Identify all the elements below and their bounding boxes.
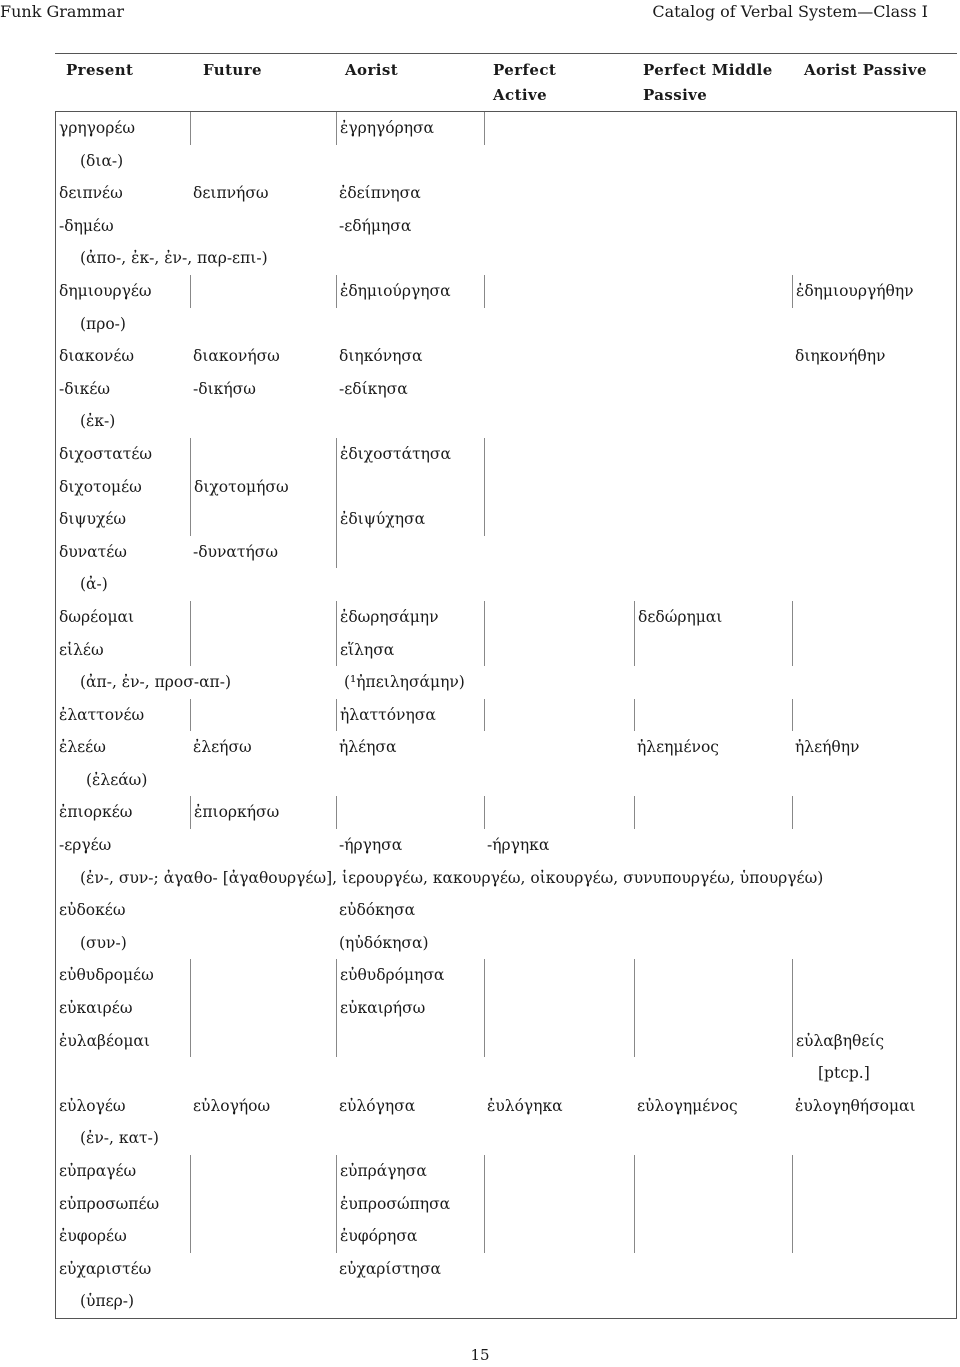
cell-perfect-active xyxy=(484,373,634,406)
cell-perfect-active xyxy=(484,177,634,210)
table-row xyxy=(56,1253,956,1286)
cell-aorist: ἠλαττόνησα xyxy=(336,699,484,732)
cell-aorist-passive xyxy=(792,634,958,667)
cell-perfect-middle-passive xyxy=(634,992,792,1025)
cell-aorist-passive xyxy=(792,1188,958,1221)
compound-note-row xyxy=(56,1285,956,1318)
cell-perfect-middle-passive xyxy=(634,894,792,927)
cell-aorist: ἐδωρησάμην xyxy=(336,601,484,634)
cell-aorist-passive xyxy=(792,894,958,927)
cell-present: εἱλέω xyxy=(59,640,104,659)
cell-future xyxy=(190,829,336,862)
cell-aorist-passive xyxy=(792,796,958,829)
cell-aorist: ἐυπροσώπησα xyxy=(336,1188,484,1221)
cell-future xyxy=(190,666,336,699)
cell-present: διχοτομέω xyxy=(59,477,142,496)
compound-note-row xyxy=(56,405,956,438)
table-row xyxy=(56,275,956,308)
cell-aorist: -εδίκησα xyxy=(339,379,408,398)
cell-aorist: ἐδιψύχησα xyxy=(336,503,484,536)
cell-perfect-active xyxy=(484,503,634,536)
cell-present: δημιουργέω xyxy=(59,281,152,300)
cell-aorist: ἐδείπνησα xyxy=(339,184,421,203)
cell-future xyxy=(190,1025,336,1058)
cell-perfect-active xyxy=(484,959,634,992)
cell-perfect-middle-passive xyxy=(634,340,792,373)
cell-perfect-active xyxy=(484,112,634,145)
cell-perfect-middle-passive xyxy=(634,1025,792,1058)
cell-aorist-passive xyxy=(792,471,958,504)
cell-perfect-middle-passive xyxy=(634,959,792,992)
cell-perfect-middle-passive xyxy=(634,536,792,569)
cell-present: (συν-) xyxy=(80,933,127,952)
compound-prefixes: (δια-) xyxy=(80,151,124,170)
cell-aorist xyxy=(336,536,484,569)
cell-aorist: διηκόνησα xyxy=(339,347,423,366)
cell-perfect-active: ἐυλόγηκα xyxy=(487,1096,563,1115)
cell-aorist: ἐδιχοστάτησα xyxy=(336,438,484,471)
cell-perfect-middle-passive xyxy=(634,210,792,243)
cell-aorist-passive xyxy=(792,601,958,634)
cell-future xyxy=(190,1253,336,1286)
cell-aorist: εὐδόκησα xyxy=(339,901,416,920)
cell-perfect-middle-passive xyxy=(634,796,792,829)
cell-aorist-passive xyxy=(792,699,958,732)
cell-perfect-middle-passive xyxy=(634,927,792,960)
cell-future: διχοτομήσω xyxy=(190,471,336,504)
cell-present: διακονέω xyxy=(59,347,134,366)
cell-present: δωρέομαι xyxy=(59,607,135,626)
cell-perfect-middle-passive xyxy=(634,1155,792,1188)
cell-perfect-active xyxy=(484,601,634,634)
cell-future: -δικήσω xyxy=(193,379,256,398)
cell-aorist: εὐκαιρήσω xyxy=(336,992,484,1025)
cell-perfect-middle-passive xyxy=(634,1188,792,1221)
cell-present: -εργέω xyxy=(59,836,112,855)
cell-present: ἐλαττονέω xyxy=(59,705,145,724)
cell-perfect-active xyxy=(484,275,634,308)
cell-future xyxy=(190,959,336,992)
table-header xyxy=(55,53,957,112)
column-header-aorist: Aorist xyxy=(345,61,399,79)
cell-perfect-middle-passive xyxy=(634,666,792,699)
cell-aorist-passive: διηκονήθην xyxy=(795,347,886,366)
cell-present: εὐλογέω xyxy=(59,1096,126,1115)
cell-present: ἐπιορκέω xyxy=(59,803,133,822)
cell-perfect-active xyxy=(484,1253,634,1286)
table-row xyxy=(56,927,956,960)
cell-perfect-middle-passive xyxy=(634,699,792,732)
table-row xyxy=(56,1155,956,1188)
cell-aorist-passive xyxy=(792,1220,958,1253)
cell-present: εὐδοκέω xyxy=(59,901,126,920)
cell-future xyxy=(190,699,336,732)
cell-aorist-passive xyxy=(792,959,958,992)
compound-prefixes: (ἐκ-) xyxy=(80,412,116,431)
column-header-perfect-active: Perfect Active xyxy=(493,61,557,104)
cell-perfect-active xyxy=(484,536,634,569)
cell-present: ἐυφορέω xyxy=(59,1227,127,1246)
cell-perfect-active xyxy=(484,210,634,243)
cell-future xyxy=(190,1220,336,1253)
compound-prefixes: (ἐν-, συν-; ἀγαθο- [ἀγαθουργέω], ἱερουργέω, κακουργέω, οἰκουργέω, συνυπουργέω, ὑπουργέω) xyxy=(80,868,824,887)
verb-catalog-table xyxy=(55,53,957,1319)
cell-present: γρηγορέω xyxy=(59,119,136,137)
cell-present: ἐλεέω xyxy=(59,738,106,757)
table-row xyxy=(56,1025,956,1058)
cell-present: εὐκαιρέω xyxy=(59,999,133,1018)
cell-present: δειπνέω xyxy=(59,184,123,203)
compound-prefixes: (ἀ-) xyxy=(80,575,108,594)
compound-prefixes: (προ-) xyxy=(80,314,126,333)
table-row xyxy=(56,634,956,667)
cell-perfect-active xyxy=(484,666,634,699)
cell-future xyxy=(190,112,336,145)
running-header xyxy=(0,0,960,26)
table-row xyxy=(56,438,956,471)
cell-perfect-active xyxy=(484,1188,634,1221)
table-row xyxy=(56,210,956,243)
cell-aorist: -ήργησα xyxy=(339,836,403,855)
cell-future: ἐπιορκήσω xyxy=(190,796,336,829)
cell-aorist-passive xyxy=(792,503,958,536)
cell-perfect-middle-passive: εὐλογημένος xyxy=(637,1096,738,1115)
cell-perfect-middle-passive xyxy=(634,829,792,862)
cell-perfect-active: -ήργηκα xyxy=(487,836,550,855)
cell-present: -δημέω xyxy=(59,216,114,235)
running-header-section: Catalog of Verbal System—Class I xyxy=(652,2,928,21)
cell-perfect-active xyxy=(484,1025,634,1058)
column-header-aorist-passive: Aorist Passive xyxy=(804,61,927,79)
cell-perfect-middle-passive xyxy=(634,471,792,504)
table-row xyxy=(56,1188,956,1221)
cell-aorist-passive xyxy=(792,373,958,406)
cell-perfect-active xyxy=(484,471,634,504)
cell-perfect-middle-passive xyxy=(634,438,792,471)
compound-note-row xyxy=(56,145,956,178)
cell-future xyxy=(190,601,336,634)
cell-future: διακονήσω xyxy=(193,347,280,366)
cell-perfect-middle-passive xyxy=(634,503,792,536)
cell-perfect-active xyxy=(484,1155,634,1188)
cell-perfect-middle-passive: ἠλεημένος xyxy=(637,738,719,757)
cell-aorist: εὐλόγησα xyxy=(339,1096,416,1115)
cell-perfect-active xyxy=(484,634,634,667)
cell-aorist: εὐθυδρόμησα xyxy=(336,959,484,992)
compound-note-row xyxy=(56,242,956,275)
cell-perfect-middle-passive xyxy=(634,177,792,210)
cell-aorist-passive xyxy=(792,438,958,471)
cell-aorist-passive xyxy=(792,1253,958,1286)
cell-aorist-passive xyxy=(792,927,958,960)
cell-aorist-passive xyxy=(792,112,958,145)
participle-note: [ptcp.] xyxy=(818,1064,870,1083)
cell-aorist: ἠλέησα xyxy=(339,738,397,757)
cell-aorist: εὐπράγησα xyxy=(336,1155,484,1188)
page-number: 15 xyxy=(470,1346,490,1364)
table-body xyxy=(55,112,957,1319)
cell-perfect-active xyxy=(484,340,634,373)
cell-aorist-passive: εὐλαβηθείς xyxy=(792,1025,958,1058)
table-row xyxy=(56,666,956,699)
table-row xyxy=(56,1090,956,1123)
cell-perfect-active xyxy=(484,1220,634,1253)
cell-present: διψυχέω xyxy=(59,510,127,529)
cell-perfect-active xyxy=(484,992,634,1025)
cell-aorist: εὐχαρίστησα xyxy=(339,1259,441,1278)
table-row xyxy=(56,503,956,536)
cell-future xyxy=(190,438,336,471)
cell-perfect-active xyxy=(484,731,634,764)
table-row xyxy=(56,177,956,210)
cell-perfect-active xyxy=(484,894,634,927)
table-row xyxy=(56,601,956,634)
table-row xyxy=(56,699,956,732)
table-row xyxy=(56,340,956,373)
compound-note-row xyxy=(56,568,956,601)
cell-future xyxy=(190,210,336,243)
cell-perfect-middle-passive: δεδώρημαι xyxy=(634,601,792,634)
cell-aorist: -εδήμησα xyxy=(339,216,412,235)
table-row xyxy=(56,796,956,829)
cell-aorist xyxy=(336,471,484,504)
table-row xyxy=(56,112,956,145)
compound-note-row xyxy=(56,764,956,797)
cell-aorist-passive xyxy=(792,666,958,699)
cell-present: εὐθυδρομέω xyxy=(59,966,154,985)
cell-aorist xyxy=(336,1025,484,1058)
cell-aorist-passive xyxy=(792,210,958,243)
column-header-future: Future xyxy=(203,61,262,79)
table-row xyxy=(56,992,956,1025)
cell-aorist-passive xyxy=(792,536,958,569)
cell-future: δειπνήσω xyxy=(193,184,269,203)
cell-present: -δικέω xyxy=(59,379,111,398)
cell-future: ἐλεήσω xyxy=(193,738,252,757)
cell-future xyxy=(190,1155,336,1188)
cell-present: διχοστατέω xyxy=(59,444,152,463)
compound-note-row xyxy=(56,308,956,341)
cell-perfect-active xyxy=(484,438,634,471)
cell-perfect-active xyxy=(484,699,634,732)
cell-aorist-passive: ἐδημιουργήθην xyxy=(792,275,958,308)
cell-perfect-middle-passive xyxy=(634,634,792,667)
cell-future xyxy=(190,1188,336,1221)
cell-future xyxy=(190,927,336,960)
table-row xyxy=(56,536,956,569)
cell-aorist: εἵλησα xyxy=(336,634,484,667)
cell-aorist-passive xyxy=(792,177,958,210)
cell-aorist: ἐυφόρησα xyxy=(336,1220,484,1253)
cell-perfect-active xyxy=(484,796,634,829)
cell-present: εὐχαριστέω xyxy=(59,1259,152,1278)
cell-perfect-middle-passive xyxy=(634,1220,792,1253)
participle-note-row xyxy=(56,1057,956,1090)
cell-future xyxy=(190,992,336,1025)
compound-prefixes: (ἐν-, κατ-) xyxy=(80,1129,159,1148)
cell-aorist-passive xyxy=(792,829,958,862)
table-row xyxy=(56,894,956,927)
column-header-perfect-middle-passive: Perfect Middle Passive xyxy=(643,61,773,104)
compound-note-row xyxy=(56,1122,956,1155)
cell-future: -δυνατήσω xyxy=(193,542,278,561)
table-row xyxy=(56,471,956,504)
table-row xyxy=(56,373,956,406)
cell-present: (ἀπ-, ἐν-, προσ-απ-) xyxy=(80,673,232,692)
cell-future xyxy=(190,275,336,308)
cell-aorist-passive: ἠλεήθην xyxy=(795,738,860,757)
cell-aorist: (ηὐδόκησα) xyxy=(339,933,429,952)
cell-future: εὐλογήοω xyxy=(193,1096,271,1115)
cell-perfect-middle-passive xyxy=(634,275,792,308)
cell-aorist-passive xyxy=(792,992,958,1025)
compound-note-row xyxy=(56,862,956,895)
cell-aorist-passive xyxy=(792,1155,958,1188)
cell-aorist xyxy=(336,796,484,829)
compound-prefixes: (ἀπο-, ἐκ-, ἐν-, παρ-επι-) xyxy=(80,249,268,268)
cell-aorist: (¹ἠπειλησάμην) xyxy=(344,673,465,692)
compound-prefixes: (ἐλεάω) xyxy=(86,770,148,789)
cell-perfect-middle-passive xyxy=(634,112,792,145)
compound-prefixes: (ὑπερ-) xyxy=(80,1292,135,1311)
cell-future xyxy=(190,634,336,667)
cell-perfect-active xyxy=(484,927,634,960)
table-row xyxy=(56,959,956,992)
cell-present: ἐυλαβέομαι xyxy=(59,1031,150,1050)
cell-present: δυνατέω xyxy=(59,542,127,561)
cell-aorist: ἐδημιούργησα xyxy=(336,275,484,308)
table-row xyxy=(56,731,956,764)
cell-perfect-middle-passive xyxy=(634,373,792,406)
cell-future xyxy=(190,503,336,536)
cell-present: εὐπραγέω xyxy=(59,1162,137,1180)
column-header-present: Present xyxy=(66,61,134,79)
cell-aorist-passive: ἐυλογηθήσομαι xyxy=(795,1096,916,1115)
table-row xyxy=(56,1220,956,1253)
cell-future xyxy=(190,894,336,927)
running-header-title: Funk Grammar xyxy=(0,2,124,21)
cell-aorist: ἐγρηγόρησα xyxy=(336,112,484,145)
cell-present: εὐπροσωπέω xyxy=(59,1194,160,1213)
table-row xyxy=(56,829,956,862)
cell-perfect-middle-passive xyxy=(634,1253,792,1286)
